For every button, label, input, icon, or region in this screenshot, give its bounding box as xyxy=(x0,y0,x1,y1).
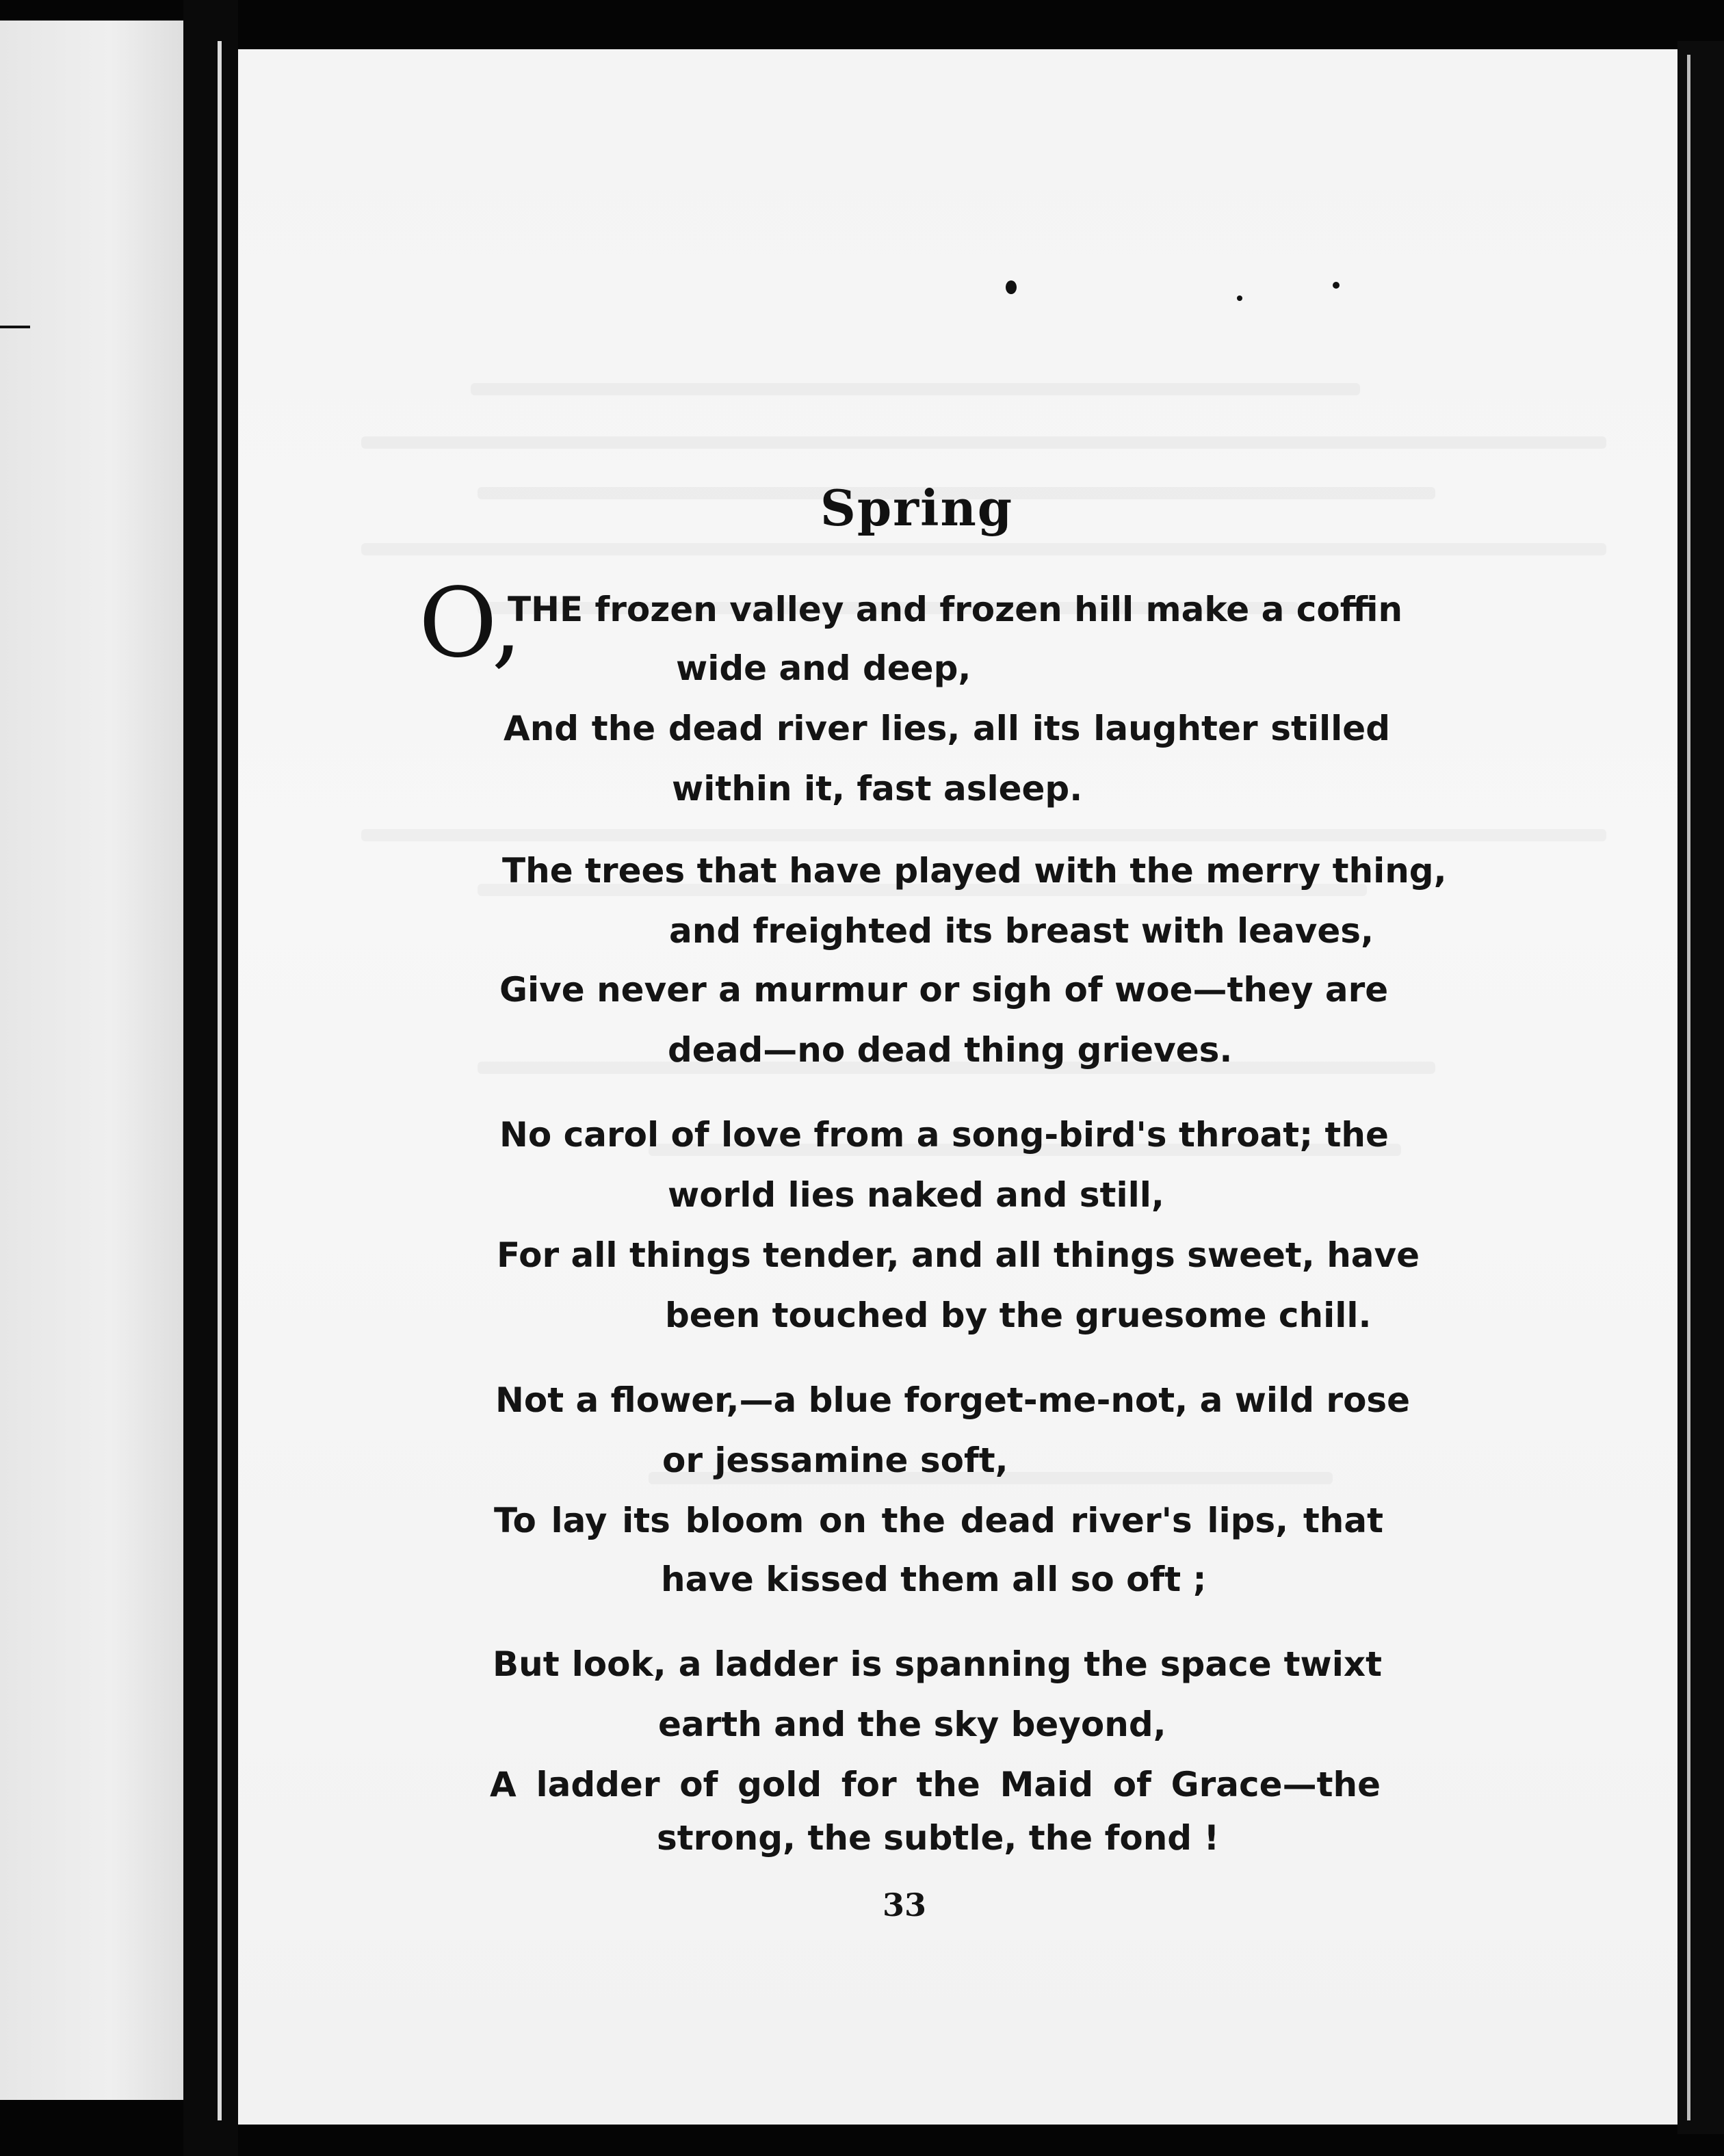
previous-page-rule xyxy=(0,326,30,328)
verse-line: been touched by the gruesome chill. xyxy=(665,1296,1372,1335)
verse-line: world lies naked and still, xyxy=(668,1175,1164,1215)
verse-line: dead—no dead thing grieves. xyxy=(668,1030,1233,1070)
gutter-highlight xyxy=(218,41,222,2120)
verse-line: within it, fast asleep. xyxy=(672,769,1083,808)
verse-line: No carol of love from a song-bird's throat; the xyxy=(499,1115,1389,1155)
drop-cap: O, xyxy=(419,568,523,679)
verse-line: have kissed them all so oft ; xyxy=(661,1560,1207,1599)
ink-speck xyxy=(1333,282,1340,289)
poem-title: Spring xyxy=(820,479,1014,537)
page-stack-highlight xyxy=(1687,55,1690,2120)
book-gutter xyxy=(183,0,238,2156)
verse-line: For all things tender, and all things sweet, have xyxy=(497,1235,1420,1275)
page-stack-edge xyxy=(1677,41,1724,2134)
ink-speck xyxy=(1237,295,1242,301)
bleed-through-mark xyxy=(361,436,1606,449)
verse-line: And the dead river lies, all its laughter stilled xyxy=(504,709,1390,748)
verse-line: strong, the subtle, the fond ! xyxy=(657,1818,1220,1858)
verse-line: and freighted its breast with leaves, xyxy=(669,911,1374,951)
verse-line: wide and deep, xyxy=(676,648,971,688)
bleed-through-mark xyxy=(361,829,1606,841)
verse-line: Give never a murmur or sigh of woe—they are xyxy=(499,970,1389,1010)
previous-page-edge xyxy=(0,21,183,2100)
verse-line: or jessamine soft, xyxy=(662,1441,1008,1480)
verse-line: THE frozen valley and frozen hill make a coffin xyxy=(508,590,1403,629)
verse-line: earth and the sky beyond, xyxy=(658,1705,1166,1744)
book-page xyxy=(238,49,1677,2125)
bleed-through-mark xyxy=(361,543,1606,555)
page-number: 33 xyxy=(883,1886,927,1923)
bleed-through-mark xyxy=(471,383,1360,395)
verse-line: To lay its bloom on the dead river's lips, that xyxy=(494,1501,1383,1540)
ink-speck xyxy=(1006,280,1017,294)
verse-line: But look, a ladder is spanning the space twixt xyxy=(493,1644,1382,1684)
verse-line: A ladder of gold for the Maid of Grace—the xyxy=(490,1765,1381,1804)
verse-line: The trees that have played with the merry thing, xyxy=(502,851,1447,891)
verse-line: Not a flower,—a blue forget-me-not, a wild rose xyxy=(495,1380,1411,1420)
